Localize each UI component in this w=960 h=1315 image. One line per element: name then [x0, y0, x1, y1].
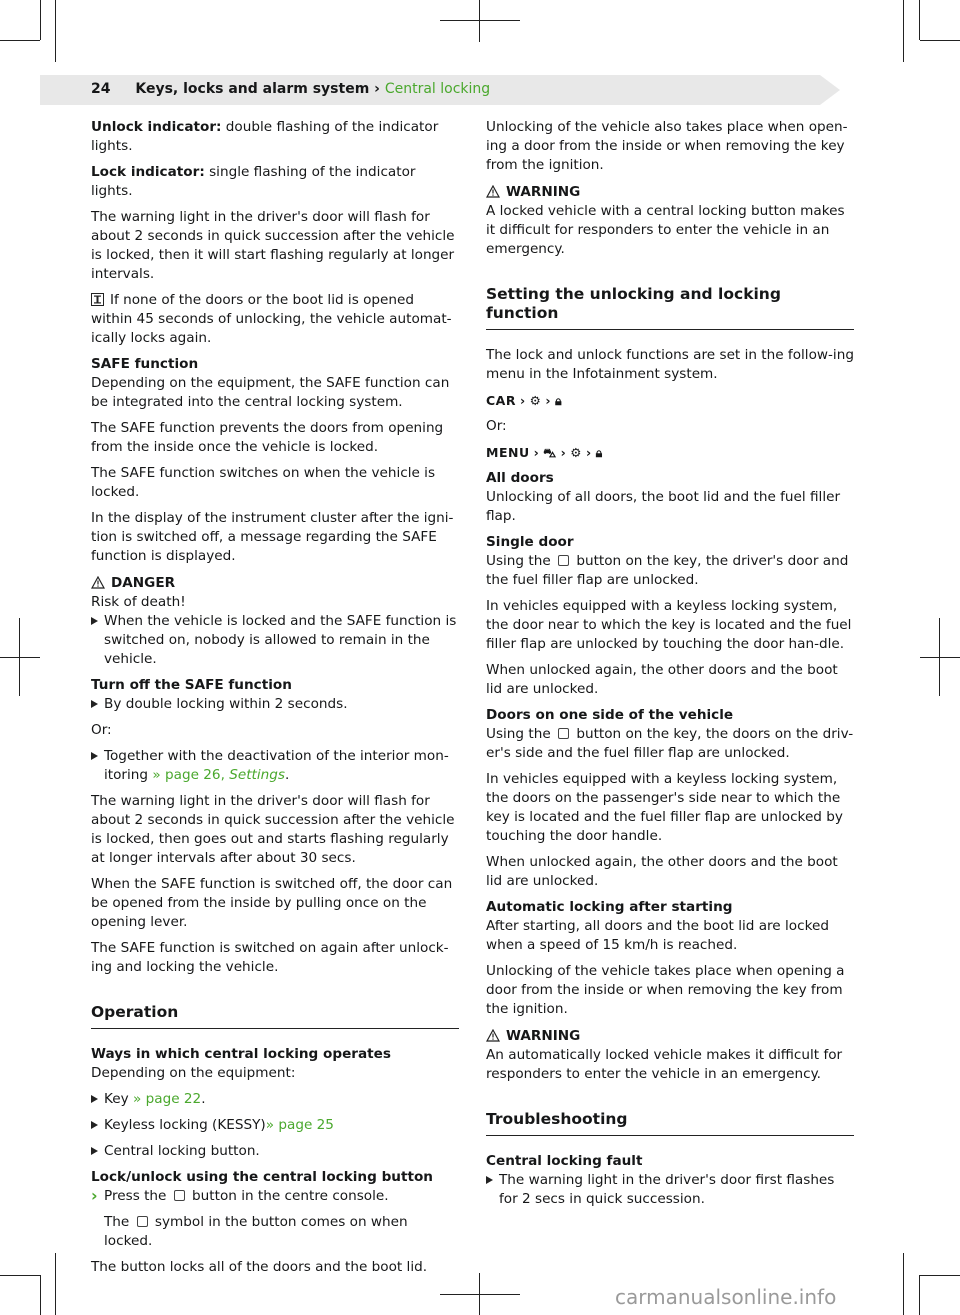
step-item: › Press the button in the centre console. [91, 1187, 459, 1206]
paragraph: Lock indicator: single flashing of the indicator lights. [91, 164, 416, 199]
list-item: Keyless locking (KESSY)» page 25 [91, 1116, 459, 1135]
info-note: If none of the doors or the boot lid is opened within 45 seconds of unlocking, the vehicle automat-ically locks again. [91, 292, 452, 346]
paragraph: When the SAFE function is switched off, the door can be opened from the inside by pulling once on the opening lever. [91, 876, 453, 930]
ways-heading: Ways in which central locking operates [91, 1046, 391, 1062]
crop-mark [40, 0, 41, 40]
paragraph: Single door Using the button on the key, the driver's door and the fuel filler flap are unlocked. [486, 534, 849, 588]
lock-settings-icon: 🔒︎ [595, 445, 603, 460]
crop-mark [440, 1294, 520, 1295]
paragraph: Unlock indicator: double flashing of the indicator lights. [91, 119, 439, 154]
lock-symbol-icon [137, 1216, 148, 1227]
paragraph: The SAFE function switches on when the vehicle is locked. [91, 465, 436, 500]
paragraph: The button locks all of the doors and the boot lid. [91, 1259, 428, 1275]
list-item: Together with the deactivation of the interior mon-itoring » page 26, Settings. [91, 747, 459, 785]
paragraph: SAFE function Depending on the equipment, the SAFE function can be integrated into the central locking system. [91, 356, 450, 410]
paragraph: The warning light in the driver's door will flash for about 2 seconds in quick succession after the vehicle is locked, then goes out and starts flashing regularly at longer intervals after about 30 secs. [91, 793, 455, 866]
safe-function-heading: SAFE function [91, 356, 199, 372]
warning-text: A locked vehicle with a central locking button makes it difficult for responders to enter the vehicle in an emergency. [486, 203, 845, 257]
list-item: By double locking within 2 seconds. [91, 695, 459, 714]
crop-mark [55, 0, 56, 62]
paragraph: Unlocking of the vehicle takes place when opening a door from the inside or when removing the key from the ignition. [486, 963, 845, 1017]
watermark: carmanualsonline.info [615, 1285, 837, 1309]
lock-indicator-label: Lock indicator: [91, 164, 205, 180]
crop-mark [479, 0, 480, 42]
warning-heading: WARNING [486, 183, 854, 202]
step-note: The symbol in the button comes on when locked. [104, 1214, 408, 1249]
right-column [486, 118, 854, 1216]
page-header [91, 81, 490, 97]
paragraph: All doors Unlocking of all doors, the boot lid and the fuel filler flap. [486, 470, 841, 524]
crop-mark [40, 1275, 41, 1315]
gear-icon: ⚙ [570, 445, 583, 460]
paragraph: In vehicles equipped with a keyless locking system, the door near to which the key is located and the fuel filler flap are unlocked by touching the door han-dle. [486, 598, 852, 652]
warning-triangle-icon [91, 576, 105, 589]
paragraph: Automatic locking after starting After starting, all doors and the boot lid are locked when a speed of 15 km/h is reached. [486, 899, 829, 953]
breadcrumb-section: Central locking [384, 81, 491, 97]
crop-mark [0, 657, 40, 658]
crop-mark [919, 0, 920, 40]
paragraph: The lock and unlock functions are set in the follow-ing menu in the Infotainment system. [486, 347, 854, 382]
list-item: When the vehicle is locked and the SAFE function is switched on, nobody is allowed to remain in the vehicle. [91, 612, 459, 669]
gear-icon: ⚙ [529, 393, 542, 408]
crop-mark [55, 1253, 56, 1315]
unlock-button-icon [558, 555, 569, 566]
page-link[interactable]: » page 26, Settings [152, 767, 285, 783]
menu-path-menu: MENU › ⛍ › ⚙ › 🔒︎ [486, 445, 603, 460]
list-item: The warning light in the driver's door first flashes for 2 secs in quick succession. [486, 1171, 854, 1209]
lock-button-icon [174, 1190, 185, 1201]
warning-triangle-icon [486, 1029, 500, 1042]
crop-mark [0, 1275, 40, 1276]
paragraph: Or: [486, 418, 507, 434]
section-heading-troubleshooting: Troubleshooting [486, 1110, 854, 1136]
danger-subtitle: Risk of death! [91, 594, 186, 610]
paragraph: In vehicles equipped with a keyless locking system, the doors on the passenger's side near to which the key is located and the fuel filler flap are unlocked by touching the door handle. [486, 771, 843, 844]
crop-mark [920, 1275, 960, 1276]
crop-mark [903, 0, 904, 62]
warning-text: An automatically locked vehicle makes it difficult for responders to enter the vehicle in an emergency. [486, 1047, 843, 1082]
paragraph: Unlocking of the vehicle also takes place when open-ing a door from the inside or when removing the key from the ignition. [486, 119, 848, 173]
paragraph: When unlocked again, the other doors and the boot lid are unlocked. [486, 854, 838, 889]
crop-mark [919, 1275, 920, 1315]
left-column [91, 118, 459, 1284]
paragraph: Doors on one side of the vehicle Using the button on the key, the doors on the driv-er's side and the fuel filler flap are unlocked. [486, 707, 854, 761]
unlock-button-icon [558, 728, 569, 739]
paragraph: When unlocked again, the other doors and the boot lid are unlocked. [486, 662, 838, 697]
paragraph: Depending on the equipment: [91, 1065, 296, 1081]
info-icon [91, 293, 104, 306]
paragraph: The SAFE function prevents the doors from opening from the inside once the vehicle is locked. [91, 420, 444, 455]
car-icon: ⛍ [543, 445, 557, 460]
section-heading-setting: Setting the unlocking and locking function [486, 285, 854, 330]
warning-heading: WARNING [486, 1027, 854, 1046]
page-link[interactable]: » page 25 [265, 1117, 334, 1133]
paragraph: The warning light in the driver's door will flash for about 2 seconds in quick succession after the vehicle is locked, then it will start flashing regularly at longer intervals. [91, 209, 455, 282]
page-number: 24 [91, 81, 111, 97]
paragraph: In the display of the instrument cluster after the igni-tion is switched off, a message regarding the SAFE function is displayed. [91, 510, 454, 564]
danger-heading: DANGER [91, 574, 459, 593]
menu-path-car: CAR › ⚙ › 🔒︎ [486, 393, 563, 408]
crop-mark [0, 40, 40, 41]
section-heading-operation: Operation [91, 1003, 459, 1029]
breadcrumb-separator: › [369, 81, 385, 97]
turn-off-safe-heading: Turn off the SAFE function [91, 677, 292, 693]
crop-mark [903, 1253, 904, 1315]
fault-heading: Central locking fault [486, 1153, 643, 1169]
page-link[interactable]: » page 22 [132, 1091, 202, 1107]
crop-mark [19, 618, 20, 696]
list-item: Key » page 22. [91, 1090, 459, 1109]
crop-mark [939, 618, 940, 696]
lock-button-heading: Lock/unlock using the central locking button [91, 1169, 433, 1185]
lock-settings-icon: 🔒︎ [555, 393, 563, 408]
crop-mark [920, 657, 960, 658]
crop-mark [920, 40, 960, 41]
crop-mark [440, 20, 520, 21]
warning-triangle-icon [486, 185, 500, 198]
paragraph: The SAFE function is switched on again after unlock-ing and locking the vehicle. [91, 940, 449, 975]
list-item: Central locking button. [91, 1142, 459, 1161]
unlock-indicator-label: Unlock indicator: [91, 119, 222, 135]
crop-mark [479, 1273, 480, 1315]
paragraph: Or: [91, 722, 112, 738]
breadcrumb-main: Keys, locks and alarm system [135, 81, 370, 97]
